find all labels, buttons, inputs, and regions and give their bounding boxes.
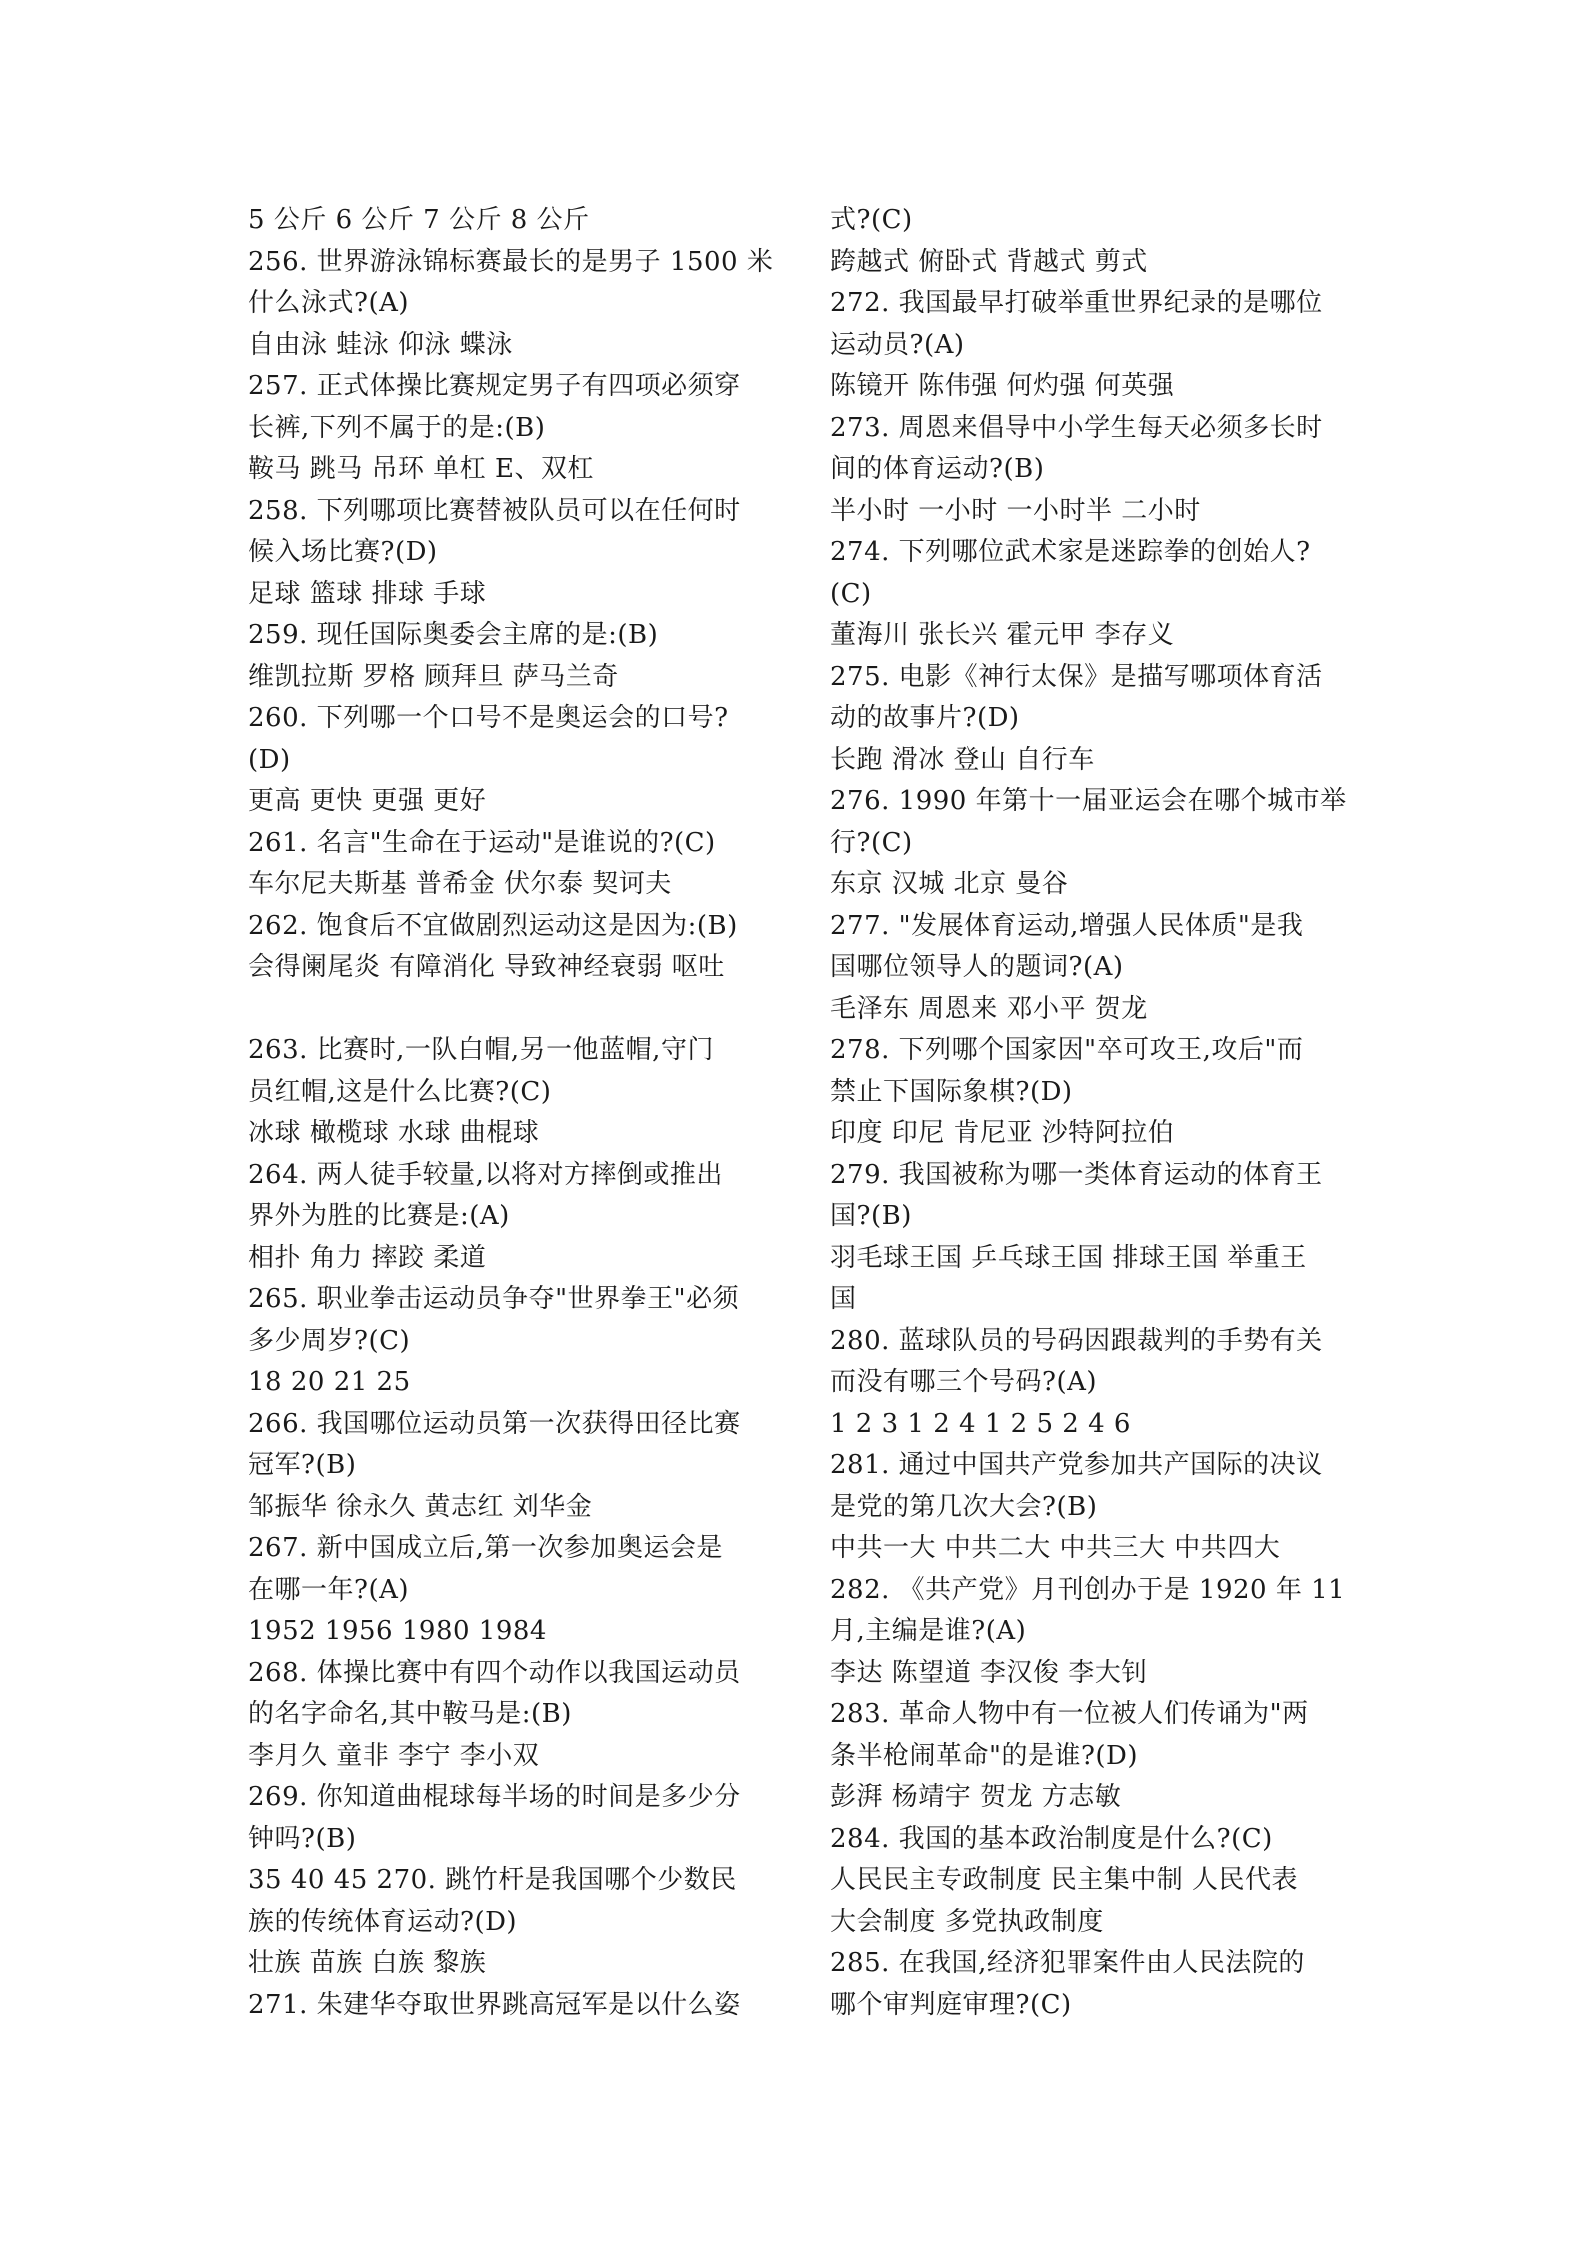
right-column-line: 279. 我国被称为哪一类体育运动的体育王 [830,1159,1323,1190]
right-column-line: 277. "发展体育运动,增强人民体质"是我 [830,910,1304,941]
left-column-line: 什么泳式?(A) [248,288,410,318]
right-column-line: 动的故事片?(D) [830,703,1020,733]
right-column-line: 283. 革命人物中有一位被人们传诵为"两 [830,1699,1309,1729]
right-column-line: 东京 汉城 北京 曼谷 [830,869,1069,899]
left-column-line: 260. 下列哪一个口号不是奥运会的口号? [248,703,729,733]
right-column-line: 彭湃 杨靖宇 贺龙 方志敏 [830,1782,1122,1812]
left-column-line: 足球 篮球 排球 手球 [248,578,487,609]
right-column-line: 运动员?(A) [830,329,965,360]
right-column-line: 哪个审判庭审理?(C) [830,1989,1072,2020]
right-column-line: 国?(B) [830,1201,912,1231]
right-column-line: 跨越式 俯卧式 背越式 剪式 [830,246,1148,277]
right-column-line: 是党的第几次大会?(B) [830,1491,1098,1522]
right-column-line: 条半枪闹革命"的是谁?(D) [830,1740,1139,1771]
right-column-line: 月,主编是谁?(A) [830,1616,1027,1646]
right-column-line: 间的体育运动?(B) [830,454,1045,484]
right-column-line: 国 [830,1284,857,1314]
left-column-line: 264. 两人徒手较量,以将对方摔倒或推出 [248,1159,723,1190]
left-column-line: 267. 新中国成立后,第一次参加奥运会是 [248,1533,723,1563]
right-column-line: 国哪位领导人的题词?(A) [830,952,1124,982]
right-column-line: 274. 下列哪位武术家是迷踪拳的创始人? [830,537,1311,567]
left-column-line: 长裤,下列不属于的是:(B) [248,412,546,443]
left-column-line: 冰球 橄榄球 水球 曲棍球 [248,1118,540,1148]
left-column-line: 257. 正式体操比赛规定男子有四项必须穿 [248,371,741,401]
left-column-line: 钟吗?(B) [248,1823,357,1854]
left-column-line: 员红帽,这是什么比赛?(C) [248,1076,552,1107]
left-column-line: 1952 1956 1980 1984 [248,1616,547,1646]
right-column-line: 陈镜开 陈伟强 何灼强 何英强 [830,371,1175,401]
left-column-line: 更高 更快 更强 更好 [248,786,487,816]
left-column-line: 邹振华 徐永久 黄志红 刘华金 [248,1491,593,1522]
left-column-line: 族的传统体育运动?(D) [248,1906,518,1937]
left-column-line: 壮族 苗族 白族 黎族 [248,1948,487,1978]
right-column-line: 半小时 一小时 一小时半 二小时 [830,495,1201,526]
right-column-line: 羽毛球王国 乒乓球王国 排球王国 举重王 [830,1242,1307,1273]
left-column-line: 鞍马 跳马 吊环 单杠 E、双杠 [248,454,595,484]
left-column-line: (D) [248,744,291,775]
left-column-line: 相扑 角力 摔跤 柔道 [248,1242,487,1273]
right-column-line: 印度 印尼 肯尼亚 沙特阿拉伯 [830,1118,1175,1148]
left-column-line: 候入场比赛?(D) [248,537,438,567]
right-column-line: 273. 周恩来倡导中小学生每天必须多长时 [830,412,1323,443]
left-column-line: 263. 比赛时,一队白帽,另一他蓝帽,守门 [248,1035,714,1065]
right-column-line: 禁止下国际象棋?(D) [830,1076,1073,1107]
right-column-line: 275. 电影《神行太保》是描写哪项体育活 [830,661,1323,692]
right-column-line: 281. 通过中国共产党参加共产国际的决议 [830,1450,1323,1480]
left-column-line: 35 40 45 270. 跳竹杆是我国哪个少数民 [248,1865,737,1895]
left-column-line: 258. 下列哪项比赛替被队员可以在任何时 [248,495,741,526]
left-column-line: 李月久 童非 李宁 李小双 [248,1740,540,1771]
right-column-line: 行?(C) [830,827,913,858]
left-column-line: 5 公斤 6 公斤 7 公斤 8 公斤 [248,205,590,235]
left-column-line: 会得阑尾炎 有障消化 导致神经衰弱 呕吐 [248,952,725,982]
left-column-line: 界外为胜的比赛是:(A) [248,1201,510,1231]
left-column-line: 265. 职业拳击运动员争夺"世界拳王"必须 [248,1284,740,1314]
right-text-column [830,200,1360,2026]
right-column-line: 长跑 滑冰 登山 自行车 [830,744,1095,775]
right-column-line: 李达 陈望道 李汉俊 李大钊 [830,1657,1148,1688]
left-text-column [248,200,778,2026]
right-column-line: 278. 下列哪个国家因"卒可攻王,攻后"而 [830,1035,1304,1065]
right-column-line: 272. 我国最早打破举重世界纪录的是哪位 [830,288,1323,318]
right-column-line: 董海川 张长兴 霍元甲 李存义 [830,620,1175,650]
left-column-line: 256. 世界游泳锦标赛最长的是男子 1500 米 [248,246,774,277]
right-column-line: 中共一大 中共二大 中共三大 中共四大 [830,1533,1281,1563]
left-column-line: 冠军?(B) [248,1450,357,1480]
left-column-line: 维凯拉斯 罗格 顾拜旦 萨马兰奇 [248,661,619,692]
left-column-line: 266. 我国哪位运动员第一次获得田径比赛 [248,1408,741,1439]
right-column-line: 毛泽东 周恩来 邓小平 贺龙 [830,993,1148,1024]
left-column-line: 18 20 21 25 [248,1367,411,1397]
left-column-line: 多少周岁?(C) [248,1325,411,1356]
left-column-line: 271. 朱建华夺取世界跳高冠军是以什么姿 [248,1989,741,2020]
left-column-line: 268. 体操比赛中有四个动作以我国运动员 [248,1657,741,1688]
right-column-line: 而没有哪三个号码?(A) [830,1367,1098,1397]
right-column-line: 276. 1990 年第十一届亚运会在哪个城市举 [830,786,1347,816]
right-column-line: (C) [830,578,872,609]
left-column-line: 车尔尼夫斯基 普希金 伏尔泰 契诃夫 [248,869,672,899]
right-column-line: 大会制度 多党执政制度 [830,1906,1104,1937]
left-column-line: 在哪一年?(A) [248,1574,410,1605]
right-column-line: 人民民主专政制度 民主集中制 人民代表 [830,1865,1299,1895]
right-column-line: 1 2 3 1 2 4 1 2 5 2 4 6 [830,1408,1131,1439]
right-column-line: 282. 《共产党》月刊创办于是 1920 年 11 [830,1574,1346,1605]
left-column-line: 的名字命名,其中鞍马是:(B) [248,1699,572,1729]
right-column-line: 285. 在我国,经济犯罪案件由人民法院的 [830,1948,1305,1978]
left-column-line: 261. 名言"生命在于运动"是谁说的?(C) [248,827,716,858]
right-column-line: 280. 蓝球队员的号码因跟裁判的手势有关 [830,1325,1323,1356]
left-column-line [248,989,778,1031]
right-column-line: 284. 我国的基本政治制度是什么?(C) [830,1823,1273,1854]
left-column-line: 自由泳 蛙泳 仰泳 蝶泳 [248,329,513,360]
right-column-line: 式?(C) [830,205,913,235]
left-column-line: 259. 现任国际奥委会主席的是:(B) [248,620,659,650]
left-column-line: 269. 你知道曲棍球每半场的时间是多少分 [248,1782,741,1812]
left-column-line: 262. 饱食后不宜做剧烈运动这是因为:(B) [248,910,738,941]
